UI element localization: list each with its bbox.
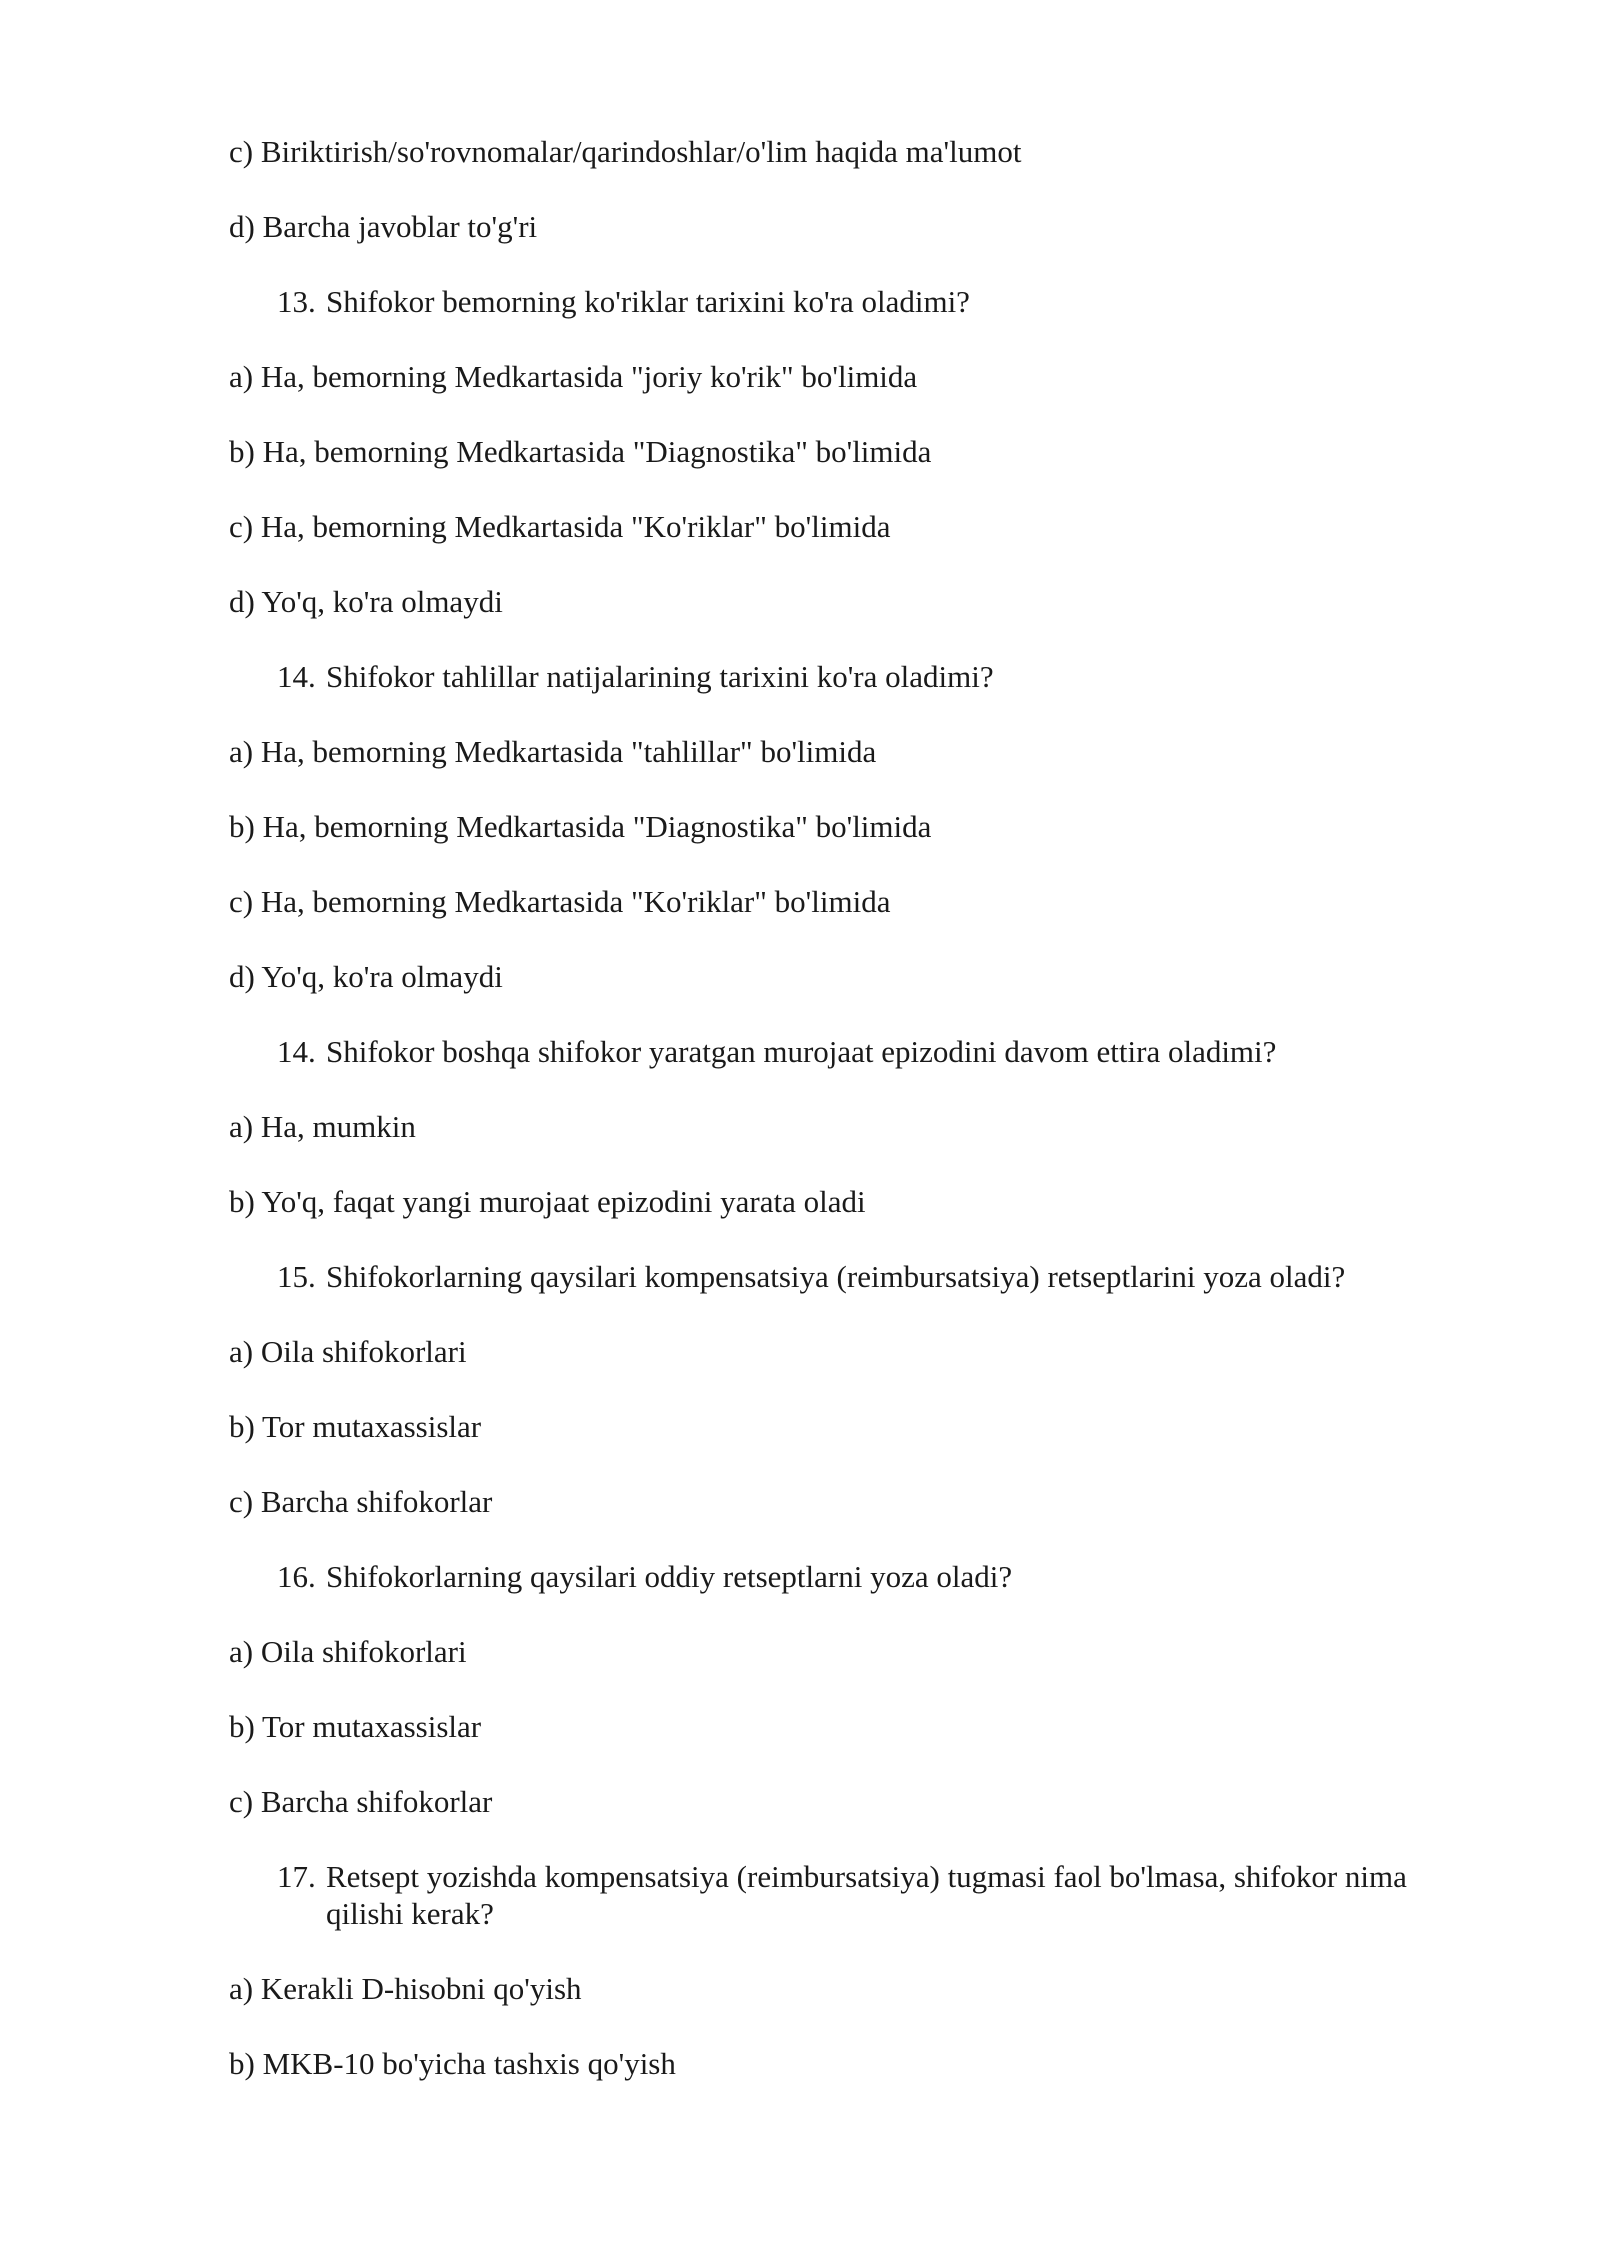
question-number: 14. bbox=[277, 659, 316, 694]
question-text: Shifokor bemorning ko'riklar tarixini ko'ra oladimi? bbox=[326, 284, 970, 319]
question-15 bbox=[277, 1258, 1497, 1295]
answer-option: b) Tor mutaxassislar bbox=[229, 1409, 482, 1444]
question-text: Shifokor tahlillar natijalarining tarixini ko'ra oladimi? bbox=[326, 659, 994, 694]
answer-option: c) Barcha shifokorlar bbox=[229, 1484, 493, 1519]
answer-option: b) Ha, bemorning Medkartasida "Diagnostika" bo'limida bbox=[229, 434, 932, 469]
answer-option: d) Yo'q, ko'ra olmaydi bbox=[229, 584, 503, 619]
answer-option: a) Ha, bemorning Medkartasida "joriy ko'rik" bo'limida bbox=[229, 359, 918, 394]
answer-option: d) Barcha javoblar to'g'ri bbox=[229, 209, 538, 244]
answer-option: c) Biriktirish/so'rovnomalar/qarindoshlar/o'lim haqida ma'lumot bbox=[229, 134, 1022, 169]
question-13 bbox=[277, 283, 1497, 320]
question-text: Shifokorlarning qaysilari oddiy retseptlarni yoza oladi? bbox=[326, 1559, 1013, 1594]
question-number: 16. bbox=[277, 1559, 316, 1594]
question-text: Retsept yozishda kompensatsiya (reimbursatsiya) tugmasi faol bo'lmasa, shifokor nima bbox=[326, 1859, 1407, 1894]
question-number: 13. bbox=[277, 284, 316, 319]
question-number: 14. bbox=[277, 1034, 316, 1069]
question-14 bbox=[277, 658, 1497, 695]
question-17 bbox=[277, 1858, 1497, 1932]
question-14b bbox=[277, 1033, 1497, 1070]
answer-option: b) Tor mutaxassislar bbox=[229, 1709, 482, 1744]
answer-option: a) Oila shifokorlari bbox=[229, 1334, 467, 1369]
question-number: 15. bbox=[277, 1259, 316, 1294]
answer-option: a) Ha, bemorning Medkartasida "tahlillar" bo'limida bbox=[229, 734, 877, 769]
question-text-continued: qilishi kerak? bbox=[326, 1896, 494, 1931]
question-16 bbox=[277, 1558, 1497, 1595]
answer-option: a) Kerakli D-hisobni qo'yish bbox=[229, 1971, 582, 2006]
answer-option: a) Oila shifokorlari bbox=[229, 1634, 467, 1669]
answer-option: b) Ha, bemorning Medkartasida "Diagnostika" bo'limida bbox=[229, 809, 932, 844]
question-text: Shifokorlarning qaysilari kompensatsiya (reimbursatsiya) retseptlarini yoza oladi? bbox=[326, 1259, 1346, 1294]
answer-option: b) Yo'q, faqat yangi murojaat epizodini yarata oladi bbox=[229, 1184, 866, 1219]
answer-option: b) MKB-10 bo'yicha tashxis qo'yish bbox=[229, 2046, 676, 2081]
answer-option: c) Ha, bemorning Medkartasida "Ko'riklar" bo'limida bbox=[229, 884, 891, 919]
answer-option: c) Ha, bemorning Medkartasida "Ko'riklar" bo'limida bbox=[229, 509, 891, 544]
question-text: Shifokor boshqa shifokor yaratgan murojaat epizodini davom ettira oladimi? bbox=[326, 1034, 1277, 1069]
answer-option: a) Ha, mumkin bbox=[229, 1109, 416, 1144]
answer-option: c) Barcha shifokorlar bbox=[229, 1784, 493, 1819]
answer-option: d) Yo'q, ko'ra olmaydi bbox=[229, 959, 503, 994]
question-number: 17. bbox=[277, 1859, 316, 1894]
